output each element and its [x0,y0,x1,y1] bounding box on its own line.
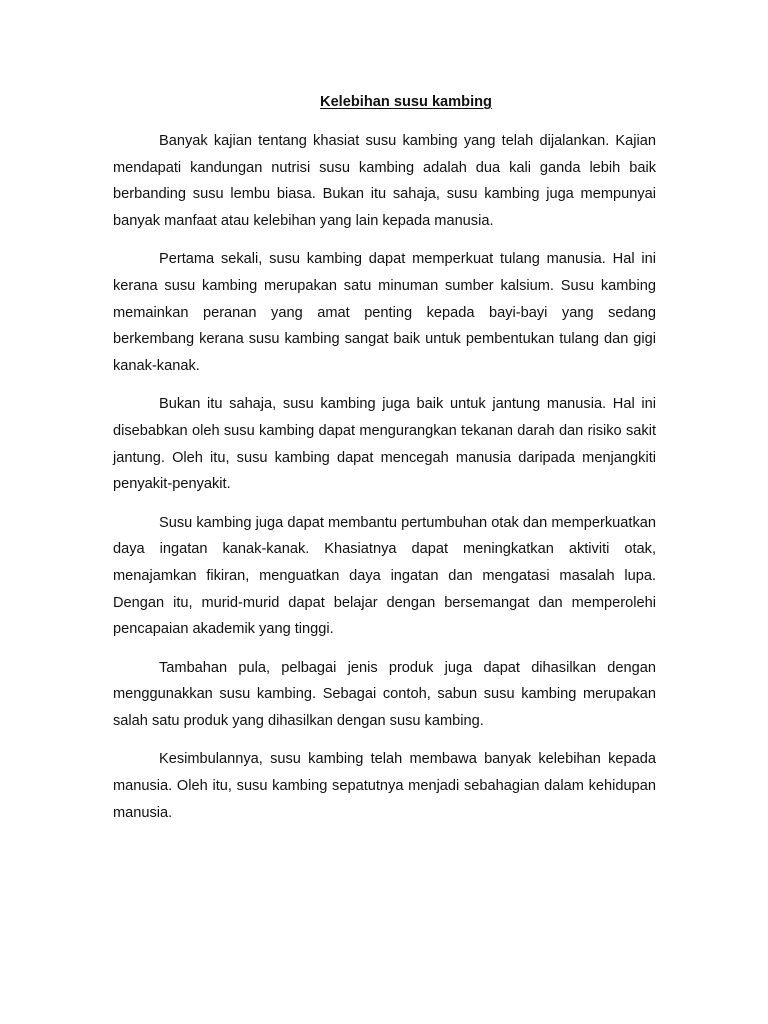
document-body [113,128,656,838]
paragraph-6: Kesimbulannya, susu kambing telah membawa banyak kelebihan kepada manusia. Oleh itu, susu kambing sepatutnya menjadi sebahagian dalam kehidupan manusia. [113,751,656,821]
paragraph-2: Pertama sekali, susu kambing dapat memperkuat tulang manusia. Hal ini kerana susu kambing merupakan satu minuman sumber kalsium. Susu kambing memainkan peranan yang amat penting kepada bayi-bayi yang sedang berkembang kerana susu kambing sangat baik untuk pembentukan tulang dan gigi kanak-kanak. [113,251,656,374]
paragraph-1: Banyak kajian tentang khasiat susu kambing yang telah dijalankan. Kajian mendapati kandungan nutrisi susu kambing adalah dua kali ganda lebih baik berbanding susu lembu biasa. Bukan itu sahaja, susu kambing juga mempunyai banyak manfaat atau kelebihan yang lain kepada manusia. [113,133,656,229]
paragraph-3: Bukan itu sahaja, susu kambing juga baik untuk jantung manusia. Hal ini disebabkan oleh susu kambing dapat mengurangkan tekanan darah dan risiko sakit jantung. Oleh itu, susu kambing dapat mencegah manusia daripada menjangkiti penyakit-penyakit. [113,396,656,493]
document-title: Kelebihan susu kambing [320,94,492,110]
paragraph-4: Susu kambing juga dapat membantu pertumbuhan otak dan memperkuatkan daya ingatan kanak-kanak. Khasiatnya dapat meningkatkan aktiviti otak, menajamkan fikiran, menguatkan daya ingatan dan mengatasi masalah lupa. Dengan itu, murid-murid dapat belajar dengan bersemangat dan memperolehi pencapaian akademik yang tinggi. [113,514,656,638]
paragraph-5: Tambahan pula, pelbagai jenis produk juga dapat dihasilkan dengan menggunakkan susu kambing. Sebagai contoh, sabun susu kambing merupakan salah satu produk yang dihasilkan dengan susu kambing. [113,659,656,729]
